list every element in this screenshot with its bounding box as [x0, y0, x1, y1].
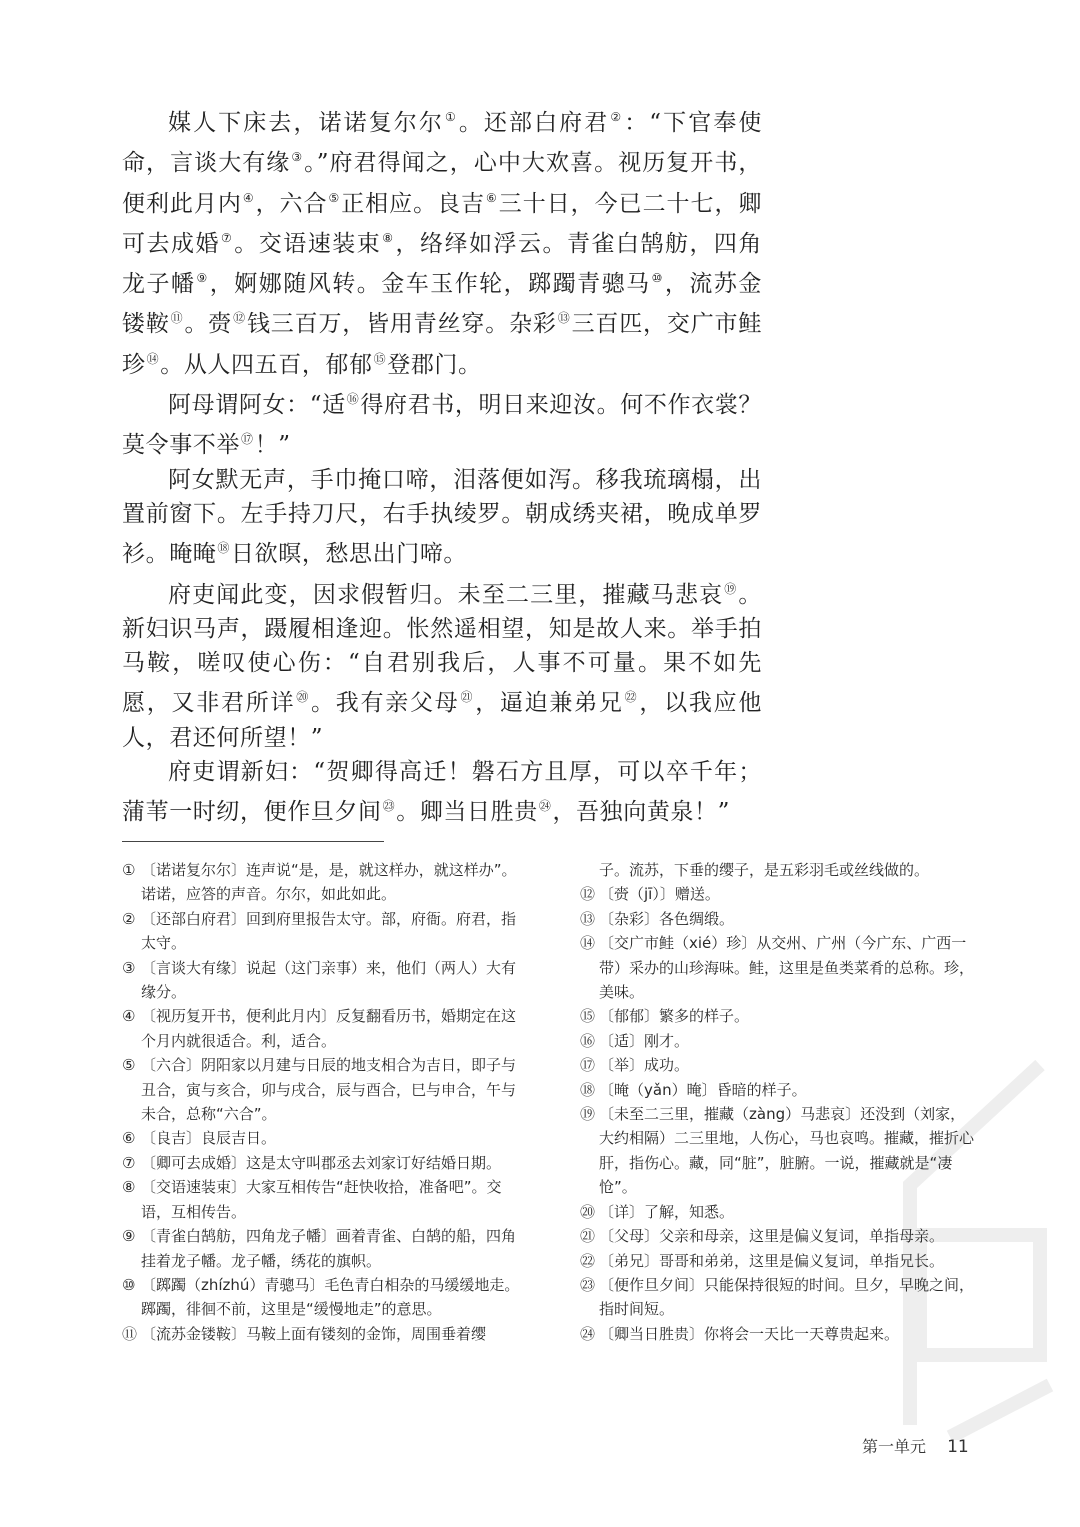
text-run: 府吏闻此变，因求假暂归。未至二三里，摧藏马悲哀 — [168, 581, 724, 608]
footnote-item — [122, 858, 522, 907]
text-run: 得府君书，明日来迎汝。何不作衣裳？莫令事不举 — [122, 392, 763, 459]
footnote-marker[interactable]: ⑳ — [296, 690, 310, 705]
poem-body — [122, 100, 762, 830]
text-run: 。交语速装束 — [234, 230, 382, 257]
footnote-marker[interactable]: ⑧ — [382, 230, 395, 245]
footnote-text: 〔父母〕父亲和母亲，这里是偏义复词，单指母亲。 — [599, 1227, 945, 1246]
footnote-marker[interactable]: ③ — [291, 150, 304, 165]
footnote-text: 〔郁郁〕繁多的样子。 — [599, 1007, 750, 1026]
footnote-marker[interactable]: ⑲ — [724, 581, 738, 596]
footnote-continuation — [580, 858, 980, 882]
footnote-item — [122, 907, 522, 956]
footnote-text: 〔适〕刚才。 — [599, 1031, 690, 1050]
text-run: ，逼迫兼弟兄 — [475, 690, 624, 717]
footnote-text: 〔杂彩〕各色绸缎。 — [599, 909, 735, 928]
footnote-number: ⑪ — [122, 1324, 138, 1343]
footnote-item — [122, 1175, 522, 1224]
footnote-number: ⑰ — [580, 1056, 596, 1075]
footnote-number: ② — [122, 909, 136, 928]
footnote-number: ⑭ — [580, 934, 596, 953]
text-run: ：“下官奉使命，言谈大有缘 — [122, 110, 763, 177]
footnote-item — [122, 1322, 522, 1346]
footnote-number: ④ — [122, 1007, 136, 1026]
text-run: 媒人下床去，诺诺复尔尔 — [168, 110, 444, 136]
footnote-marker[interactable]: ㉓ — [382, 799, 396, 814]
footnote-text: 〔视历复开书，便利此月内〕反复翻看历书，婚期定在这个月内就很适合。利，适合。 — [141, 1007, 517, 1050]
paragraph-2 — [122, 382, 762, 463]
text-run: ！” — [254, 432, 291, 459]
footnote-number: ⑳ — [580, 1202, 596, 1221]
footnote-marker[interactable]: ⑦ — [220, 230, 234, 245]
text-run: 。我有亲父母 — [310, 690, 460, 717]
footnote-number: ㉑ — [580, 1227, 596, 1246]
footnote-text: 〔举〕成功。 — [599, 1056, 690, 1075]
text-run: ，络绎如浮云。青雀白鹄舫，四角龙子幡 — [122, 230, 763, 298]
footnote-item — [580, 1224, 980, 1248]
footnote-marker[interactable]: ⑪ — [170, 311, 184, 326]
text-run: 。”府君得闻之，心中大欢喜。视历复开书，便利此月内 — [122, 150, 762, 217]
text-run: 登郡门。 — [387, 351, 482, 378]
footnote-marker[interactable]: ⑥ — [486, 190, 498, 205]
footnote-marker[interactable]: ⑬ — [557, 311, 571, 326]
text-run: 三百匹，交广市鲑珍 — [122, 311, 762, 378]
footnote-text: 〔赍（jī）〕赠送。 — [599, 885, 720, 904]
footnote-item — [122, 1224, 522, 1273]
footnote-text: 〔弟兄〕哥哥和弟弟，这里是偏义复词，单指兄长。 — [599, 1251, 945, 1270]
footnote-number: ⑫ — [580, 885, 596, 904]
footnote-marker[interactable]: ⑮ — [373, 351, 387, 366]
text-run: 。赍 — [184, 311, 233, 338]
footnote-text: 〔晻（yǎn）晻〕昏暗的样子。 — [599, 1080, 807, 1099]
text-run: 阿女默无声，手巾掩口啼，泪落便如泻。移我琉璃榻，出置前窗下。左手持刀尺，右手执绫罗。朝成绣夹裙，晚成单罗衫。晻晻 — [122, 466, 762, 568]
footnote-item — [580, 1029, 980, 1053]
footnote-number: ⑮ — [580, 1007, 596, 1026]
footnote-text: 〔青雀白鹄舫，四角龙子幡〕画着青雀、白鹄的船，四角挂着龙子幡。龙子幡，绣花的旗帜。 — [141, 1227, 517, 1270]
footnote-item — [122, 956, 522, 1005]
footnote-item — [580, 882, 980, 906]
footnote-item — [580, 1078, 980, 1102]
text-run: 府吏谓新妇：“贺卿得高迁！磐石方且厚，可以卒千年；蒲苇一时纫，便作旦夕间 — [122, 759, 762, 826]
text-run: ，以我应他人，君还何所望！” — [122, 690, 762, 751]
footnote-marker[interactable]: ㉒ — [624, 690, 639, 705]
footnote-number: ㉔ — [580, 1324, 596, 1343]
footnote-number: ⑧ — [122, 1178, 136, 1197]
footnote-number: ⑨ — [122, 1227, 136, 1246]
footnote-item — [580, 1249, 980, 1273]
footnote-continuation-text: 子。流苏，下垂的缨子，是五彩羽毛或丝线做的。 — [599, 861, 930, 879]
footnote-text: 〔便作旦夕间〕只能保持很短的时间。旦夕，早晚之间，指时间短。 — [599, 1275, 975, 1319]
footnote-item — [580, 1200, 980, 1224]
footnote-marker[interactable]: ⑩ — [651, 271, 664, 286]
footnote-item — [580, 1322, 980, 1346]
footnote-marker[interactable]: ⑤ — [328, 190, 341, 205]
footnote-marker[interactable]: ⑰ — [241, 432, 254, 447]
footnote-number: ⑦ — [122, 1153, 136, 1172]
text-run: 。从人四五百，郁郁 — [160, 351, 373, 378]
paragraph-3 — [122, 463, 762, 572]
footnote-text: 〔卿当日胜贵〕你将会一天比一天尊贵起来。 — [599, 1324, 900, 1343]
footnote-text: 〔卿可去成婚〕这是太守叫郡丞去刘家订好结婚日期。 — [141, 1153, 502, 1172]
footnote-marker[interactable]: ⑨ — [196, 271, 209, 286]
text-run: 。卿当日胜贵 — [396, 799, 538, 826]
footnote-item — [122, 1273, 522, 1322]
paragraph-4 — [122, 572, 762, 755]
footnote-text: 〔良吉〕良辰吉日。 — [141, 1129, 277, 1148]
footnote-number: ⑬ — [580, 909, 596, 928]
footnote-item — [580, 907, 980, 931]
footnote-number: ① — [122, 861, 136, 879]
footnote-marker[interactable]: ⑱ — [217, 541, 231, 556]
footnote-marker[interactable]: ② — [610, 110, 624, 124]
paragraph-5 — [122, 755, 762, 830]
footnote-number: ⑱ — [580, 1080, 596, 1099]
footnote-item — [580, 1273, 980, 1322]
footnote-text: 〔未至二三里，摧藏（zàng）马悲哀〕还没到（刘家，大约相隔）二三里地，人伤心，马也哀鸣。摧藏，摧折心肝，指伤心。藏，同“脏”，脏腑。一说，摧藏就是“凄怆”。 — [599, 1105, 975, 1197]
footnote-number: ⑲ — [580, 1105, 596, 1124]
page-footer — [862, 1434, 969, 1457]
footnote-item — [580, 1053, 980, 1077]
footnote-number: ⑯ — [580, 1031, 596, 1050]
footnote-text: 〔言谈大有缘〕说起（这门亲事）来，他们（两人）大有缘分。 — [141, 958, 517, 1002]
footnote-text: 〔交语速装束〕大家互相传告“赶快收拾，准备吧”。交语，互相传告。 — [141, 1178, 502, 1221]
paragraph-1 — [122, 100, 762, 382]
unit-label: 第一单元 — [862, 1437, 927, 1456]
footnote-item — [122, 1151, 522, 1175]
footnotes-right-column — [580, 858, 980, 1346]
text-run: ，六合 — [255, 190, 328, 217]
footnote-text: 〔诺诺复尔尔〕连声说“是，是，就这样办，就这样办”。诺诺，应答的声音。尔尔，如此如此。 — [141, 861, 517, 904]
footnote-text: 〔六合〕阴阳家以月建与日辰的地支相合为吉日，即子与丑合，寅与亥合，卯与戌合，辰与酉合，巳与申合，午与未合，总称“六合”。 — [141, 1056, 517, 1124]
text-run: 三十日，今已二十七，卿可去成婚 — [122, 190, 763, 257]
footnote-text: 〔流苏金镂鞍〕马鞍上面有镂刻的金饰，周围垂着缨 — [141, 1324, 487, 1343]
footnote-divider — [122, 841, 384, 842]
footnote-marker[interactable]: ㉑ — [460, 690, 475, 705]
footnote-number: ㉓ — [580, 1275, 596, 1294]
footnote-text: 〔还部白府君〕回到府里报告太守。部，府衙。府君，指太守。 — [141, 909, 517, 953]
footnote-item — [580, 1004, 980, 1028]
text-run: 阿母谓阿女：“适 — [168, 392, 346, 419]
footnote-text: 〔踯躅（zhízhú）青骢马〕毛色青白相杂的马缓缓地走。踯躅，徘徊不前，这里是“缓慢地走”的意思。 — [141, 1275, 520, 1319]
footnote-number: ⑩ — [122, 1275, 136, 1294]
footnote-number: ⑤ — [122, 1056, 136, 1075]
footnote-marker[interactable]: ⑫ — [233, 311, 246, 326]
footnote-number: ㉒ — [580, 1251, 596, 1270]
footnote-marker[interactable]: ㉔ — [538, 799, 552, 814]
footnote-text: 〔交广市鲑（xié）珍〕从交州、广州（今广东、广西一带）采办的山珍海味。鲑，这里是鱼类菜肴的总称。珍，美味。 — [599, 934, 975, 1002]
footnotes-left-column — [122, 858, 522, 1346]
text-run: ，婀娜随风转。金车玉作轮，踯躅青骢马 — [209, 271, 651, 298]
footnote-marker[interactable]: ⑯ — [346, 392, 360, 407]
footnote-number: ③ — [122, 958, 136, 977]
footnote-number: ⑥ — [122, 1129, 136, 1148]
text-run: 。新妇识马声，蹑履相逢迎。怅然遥相望，知是故人来。举手拍马鞍，嗟叹使心伤：“自君别我后，人事不可量。果不如先愿，又非君所详 — [122, 581, 762, 717]
footnote-marker[interactable]: ① — [444, 110, 458, 124]
text-run: ，吾独向黄泉！” — [552, 799, 730, 826]
footnote-item — [122, 1004, 522, 1053]
footnote-marker[interactable]: ④ — [242, 190, 255, 205]
page-number: 11 — [947, 1437, 969, 1457]
footnote-item — [580, 1102, 980, 1200]
footnote-item — [580, 931, 980, 1004]
footnote-text: 〔详〕了解，知悉。 — [599, 1202, 735, 1221]
text-run: 钱三百万，皆用青丝穿。杂彩 — [246, 311, 557, 338]
footnote-item — [122, 1053, 522, 1126]
text-run: 日欲暝，愁思出门啼。 — [231, 541, 468, 568]
text-run: ，流苏金镂鞍 — [122, 271, 763, 338]
text-run: 。还部白府君 — [458, 110, 610, 136]
footnote-marker[interactable]: ⑭ — [146, 351, 160, 366]
text-run: 正相应。良吉 — [341, 190, 486, 217]
footnote-item — [122, 1126, 522, 1150]
